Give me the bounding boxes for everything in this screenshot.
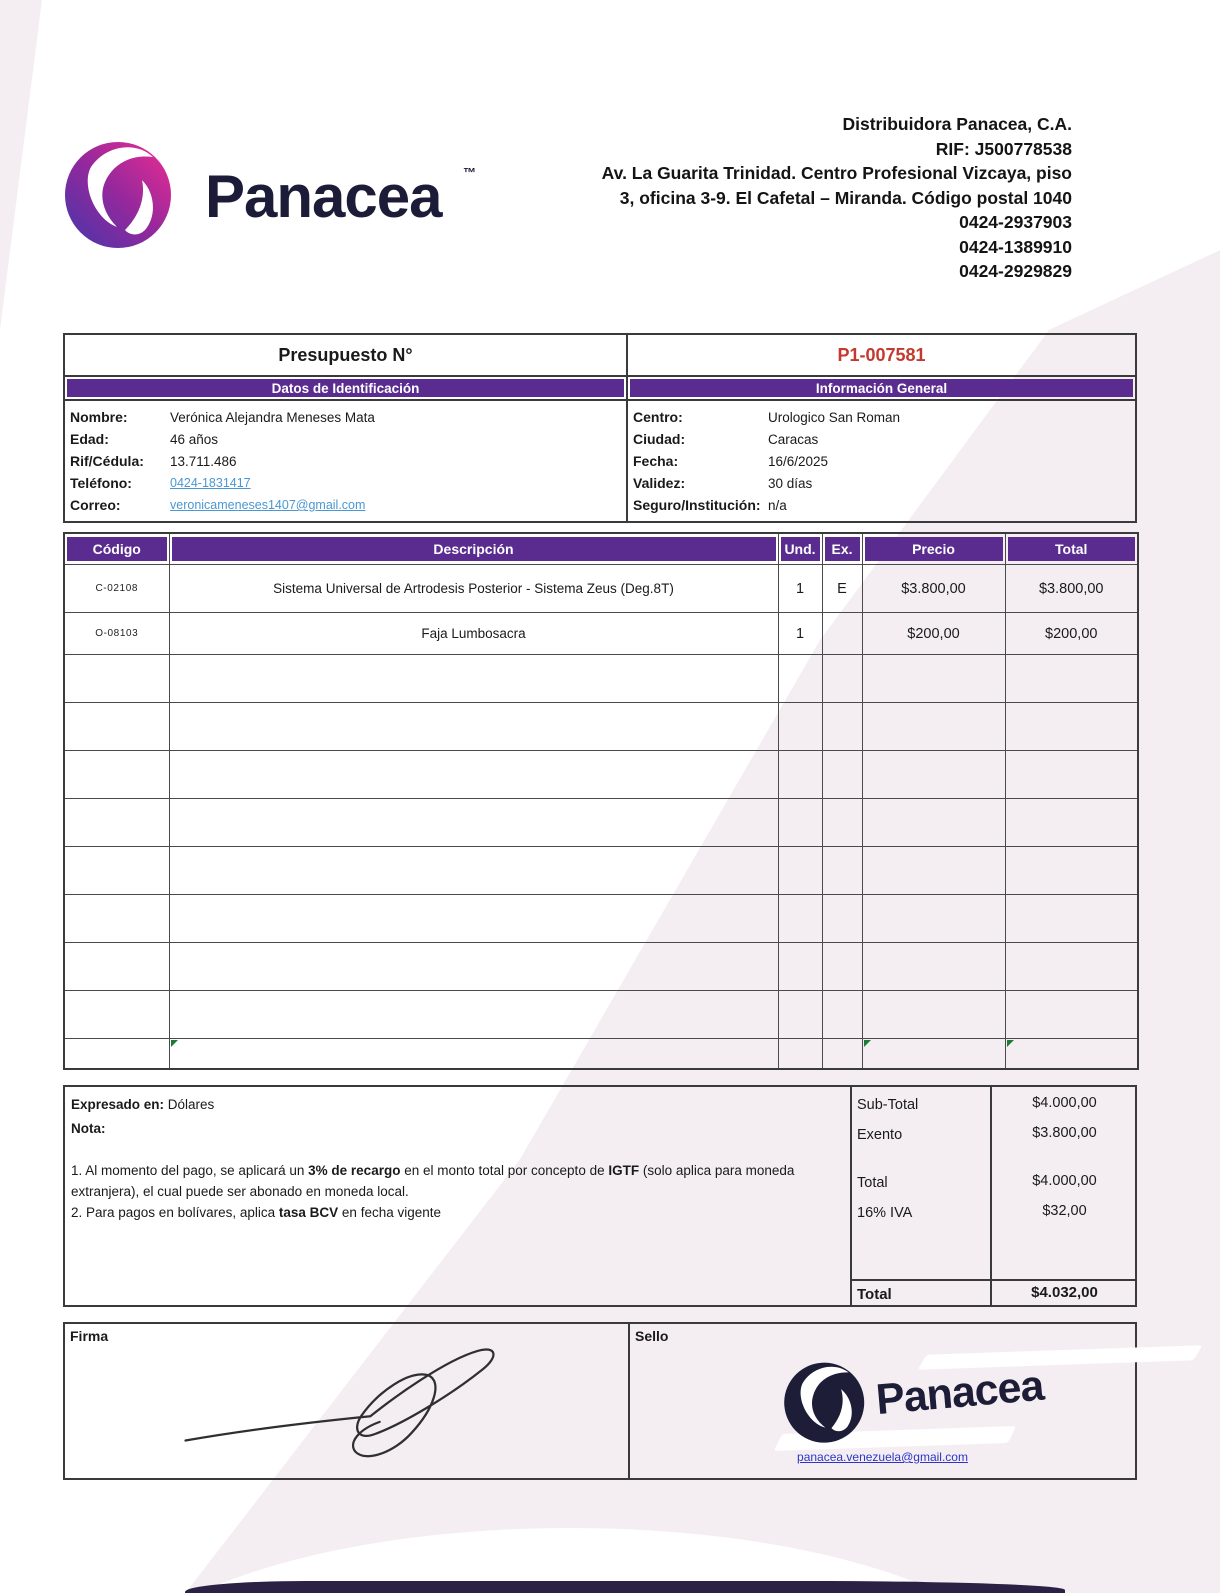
exento-label: Exento [857, 1127, 903, 1143]
budget-number: P1-007581 [837, 344, 926, 365]
subtotal-label: Sub-Total [857, 1097, 919, 1113]
summary-divider [990, 1087, 992, 1305]
summary-divider [850, 1087, 852, 1305]
edad-value: 46 años [170, 431, 219, 447]
item-units: 1 [778, 613, 822, 655]
iva-value: $32,00 [1042, 1203, 1087, 1219]
budget-header-box [63, 333, 1137, 523]
note-2-text: 2. Para pagos en bolívares, aplica [71, 1205, 279, 1220]
header-precio: Precio [865, 537, 1003, 561]
items-table-header-row [64, 533, 1138, 565]
cell-flag-triangle [864, 1040, 871, 1047]
note-1-bold-recargo: 3% de recargo [308, 1163, 401, 1178]
header-ex: Ex. [825, 537, 860, 561]
field-telefono [70, 472, 626, 494]
notes-area [71, 1097, 841, 1223]
field-ciudad [633, 428, 1135, 450]
field-correo [70, 494, 626, 516]
company-info-block [432, 112, 1072, 284]
fields-row [65, 401, 1135, 521]
budget-title-row [65, 335, 1135, 375]
field-nombre [70, 406, 626, 428]
section-bars-row [65, 375, 1135, 401]
field-centro [633, 406, 1135, 428]
nota-label: Nota: [71, 1121, 106, 1136]
header-und: Und. [781, 537, 820, 561]
table-empty-row [64, 799, 1138, 847]
edad-label: Edad: [70, 431, 109, 447]
field-validez [633, 472, 1135, 494]
header-total: Total [1008, 537, 1136, 561]
total-value: $4.000,00 [1032, 1173, 1097, 1189]
section-bar-identification: Datos de Identificación [65, 377, 628, 399]
grand-total-divider [850, 1279, 1135, 1281]
field-fecha [633, 450, 1135, 472]
sello-cell [630, 1324, 1135, 1478]
rif-cedula-label: Rif/Cédula: [70, 453, 144, 469]
stamp-email-line [630, 1448, 1135, 1466]
note-2-text: en fecha vigente [338, 1205, 441, 1220]
note-1-text: 1. Al momento del pago, se aplicará un [71, 1163, 309, 1178]
firma-label: Firma [70, 1328, 109, 1344]
validez-label: Validez: [633, 475, 686, 491]
telefono-link[interactable]: 0424-1831417 [170, 476, 251, 490]
ciudad-label: Ciudad: [633, 431, 686, 447]
pink-corner-shade [0, 0, 42, 330]
logo-mark-icon [65, 142, 171, 248]
item-exempt-flag [822, 613, 862, 655]
item-price: $200,00 [862, 613, 1005, 655]
expresado-label: Expresado en: [71, 1097, 165, 1112]
validez-value: 30 días [768, 475, 813, 491]
cell-flag-triangle [171, 1040, 178, 1047]
table-empty-row [64, 655, 1138, 703]
table-empty-row [64, 991, 1138, 1039]
company-rif: RIF: J500778538 [935, 138, 1072, 159]
table-row [64, 565, 1138, 613]
exento-value: $3.800,00 [1032, 1125, 1097, 1141]
budget-title: Presupuesto N° [65, 335, 628, 375]
company-address-line1: Av. La Guarita Trinidad. Centro Profesional Vizcaya, piso [601, 163, 1072, 183]
field-seguro [633, 494, 1135, 516]
note-1-text: (solo aplica para moneda extranjera), el cual puede ser abonado en moneda local. [71, 1163, 795, 1199]
company-phone-3: 0424-2929829 [959, 261, 1072, 281]
item-description: Faja Lumbosacra [169, 613, 778, 655]
centro-value: Urologico San Roman [768, 409, 901, 425]
grand-total-label: Total [857, 1286, 892, 1303]
fecha-value: 16/6/2025 [768, 453, 829, 469]
table-empty-row [64, 751, 1138, 799]
stamp-wordmark: Panacea [874, 1361, 1046, 1425]
items-table [63, 532, 1137, 1070]
logo-wordmark: Panacea [205, 163, 442, 230]
nombre-value: Verónica Alejandra Meneses Mata [170, 409, 375, 425]
centro-label: Centro: [633, 409, 683, 425]
ciudad-value: Caracas [768, 431, 819, 447]
correo-label: Correo: [70, 497, 121, 513]
note-2-bold-bcv: tasa BCV [278, 1205, 339, 1220]
fecha-label: Fecha: [633, 453, 679, 469]
field-edad [70, 428, 626, 450]
item-code: C-02108 [64, 565, 169, 613]
expresado-line [71, 1097, 841, 1112]
table-empty-row [64, 943, 1138, 991]
stamp-mark-icon [781, 1359, 868, 1446]
rif-cedula-value: 13.711.486 [170, 453, 237, 469]
correo-link[interactable]: veronicameneses1407@gmail.com [170, 498, 366, 512]
company-address-line2: 3, oficina 3-9. El Cafetal – Miranda. Código postal 1040 [619, 187, 1072, 208]
table-last-row [64, 1039, 1138, 1069]
item-units: 1 [778, 565, 822, 613]
item-code: O-08103 [64, 613, 169, 655]
panacea-stamp [776, 1333, 1093, 1459]
total-label: Total [857, 1175, 888, 1191]
signature-section [63, 1322, 1137, 1480]
summary-box [63, 1085, 1137, 1307]
item-description: Sistema Universal de Artrodesis Posterior - Sistema Zeus (Deg.8T) [169, 565, 778, 613]
header-codigo: Código [67, 537, 167, 561]
company-name: Distribuidora Panacea, C.A. [842, 114, 1072, 134]
item-exempt-flag: E [822, 565, 862, 613]
handwritten-signature [160, 1336, 590, 1476]
nombre-label: Nombre: [70, 409, 128, 425]
sello-label: Sello [635, 1328, 669, 1344]
items-table-body [64, 565, 1138, 1069]
note-2 [71, 1202, 841, 1223]
note-1-bold-igtf: IGTF [608, 1163, 640, 1178]
item-price: $3.800,00 [862, 565, 1005, 613]
table-empty-row [64, 703, 1138, 751]
item-total: $3.800,00 [1005, 565, 1138, 613]
subtotal-value: $4.000,00 [1032, 1095, 1097, 1111]
company-phone-1: 0424-2937903 [959, 212, 1072, 232]
note-1-text: en el monto total por concepto de [400, 1163, 609, 1178]
logo-trademark: ™ [463, 165, 476, 180]
cell-flag-triangle [1007, 1040, 1014, 1047]
header-descripcion: Descripción [172, 537, 776, 561]
telefono-label: Teléfono: [70, 475, 132, 491]
seguro-label: Seguro/Institución: [633, 497, 761, 513]
table-empty-row [64, 847, 1138, 895]
table-empty-row [64, 895, 1138, 943]
identification-column [65, 401, 628, 521]
general-info-column [628, 401, 1135, 521]
grand-total-value: $4.032,00 [1031, 1284, 1098, 1301]
company-phone-2: 0424-1389910 [959, 236, 1072, 257]
dark-purple-wave [185, 1581, 1065, 1593]
iva-label: 16% IVA [857, 1205, 913, 1221]
item-total: $200,00 [1005, 613, 1138, 655]
table-row [64, 613, 1138, 655]
expresado-value: Dólares [164, 1097, 215, 1112]
note-1 [71, 1160, 841, 1202]
seguro-value: n/a [768, 497, 787, 513]
field-rif-cedula [70, 450, 626, 472]
stamp-email-link[interactable]: panacea.venezuela@gmail.com [797, 1450, 968, 1464]
section-bar-general-info: Información General [628, 377, 1135, 399]
firma-cell [65, 1324, 630, 1478]
